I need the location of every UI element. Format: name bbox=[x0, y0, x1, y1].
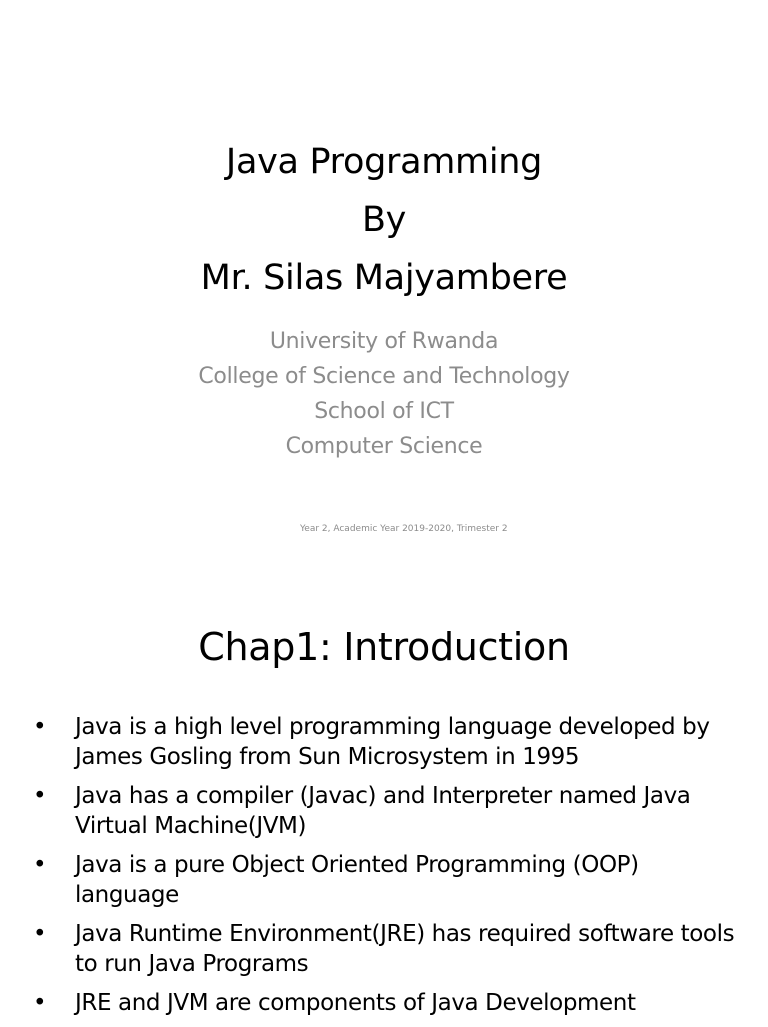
slide-title bbox=[0, 133, 768, 307]
subtitle-college: College of Science and Technology bbox=[198, 364, 570, 389]
bullet-list bbox=[0, 712, 768, 1027]
bullet-dot-icon: • bbox=[33, 783, 47, 809]
title-line-by: By bbox=[361, 200, 407, 240]
chapter-title: Chap1: Introduction bbox=[198, 625, 570, 669]
bullet-dot-icon: • bbox=[33, 990, 47, 1016]
subtitle-department: Computer Science bbox=[285, 434, 483, 459]
bullet-item bbox=[0, 712, 768, 772]
slide-subtitle bbox=[0, 324, 768, 464]
title-line-course: Java Programming bbox=[225, 142, 543, 182]
bullet-dot-icon: • bbox=[33, 921, 47, 947]
bullet-text: Java is a pure Object Oriented Programming (OOP) language bbox=[75, 852, 639, 908]
bullet-dot-icon: • bbox=[33, 714, 47, 740]
title-line-author: Mr. Silas Majyambere bbox=[200, 258, 568, 298]
subtitle-university: University of Rwanda bbox=[269, 329, 499, 354]
academic-year-note: Year 2, Academic Year 2019-2020, Trimester 2 bbox=[300, 524, 508, 534]
bullet-text: Java is a high level programming language developed by James Gosling from Sun Microsystem in 1995 bbox=[75, 714, 710, 770]
bullet-text: Java Runtime Environment(JRE) has required software tools to run Java Programs bbox=[75, 921, 735, 977]
bullet-item bbox=[0, 781, 768, 841]
bullet-item bbox=[0, 850, 768, 910]
bullet-text: Java has a compiler (Javac) and Interpreter named Java Virtual Machine(JVM) bbox=[75, 783, 691, 839]
subtitle-school: School of ICT bbox=[314, 399, 454, 424]
bullet-text: JRE and JVM are components of Java Development bbox=[75, 990, 636, 1016]
bullet-dot-icon: • bbox=[33, 852, 47, 878]
intro-slide bbox=[0, 590, 768, 1024]
bullet-item bbox=[0, 988, 768, 1018]
bullet-item bbox=[0, 919, 768, 979]
